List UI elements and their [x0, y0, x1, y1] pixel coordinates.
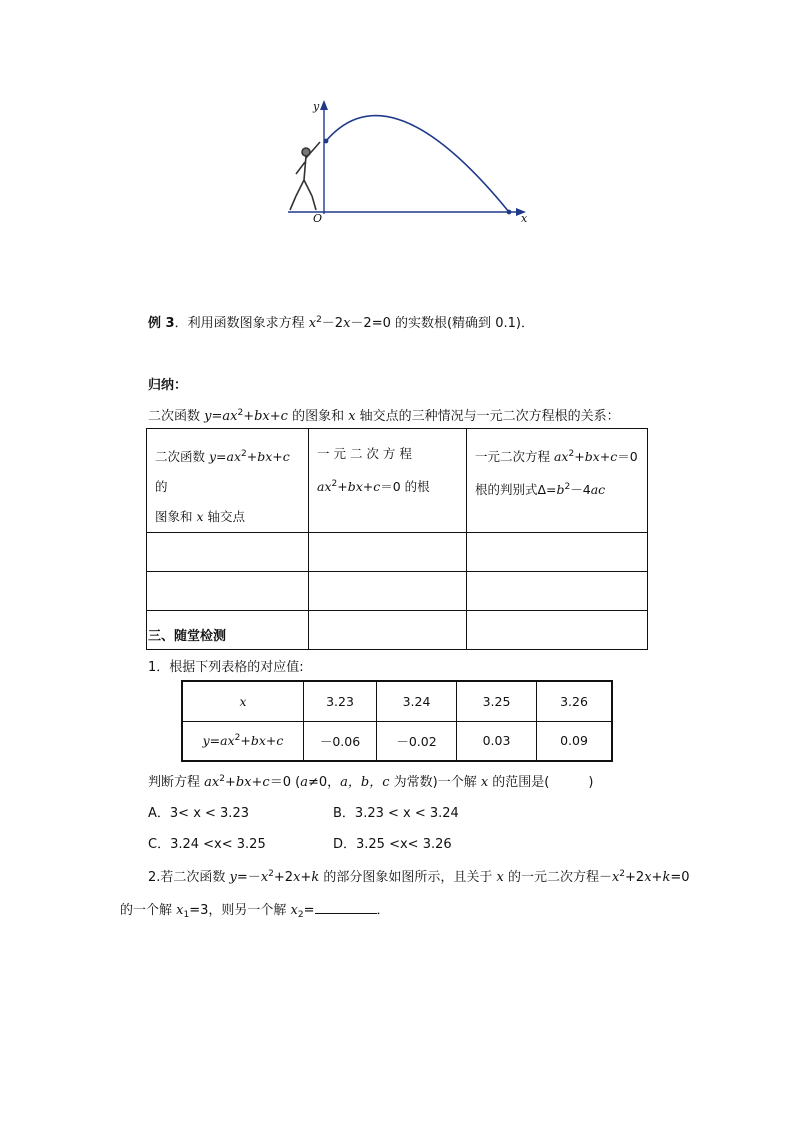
- header-cell-2: 一 元 二 次 方 程 $ax^2+bx+c=0$ 的根: [309, 429, 467, 533]
- example-label: 例 3: [148, 316, 175, 331]
- answer-blank[interactable]: [315, 902, 377, 914]
- header-cell-3: 一元二次方程 $ax^2+bx+c=0$ 根的判别式$\Delta=b^2-4ac$: [467, 429, 648, 533]
- question-2-line-2: 的一个解 $x_1=3$，则另一个解 $x_2=$ ．: [120, 903, 390, 920]
- row-label-y: $y=ax^2+bx+c$: [182, 721, 304, 761]
- origin-label: O: [313, 212, 323, 225]
- x-value: 3.24: [377, 681, 457, 721]
- x-value: 3.25: [457, 681, 537, 721]
- y-value: 0.09: [537, 721, 613, 761]
- x-value: 3.26: [537, 681, 613, 721]
- x-axis-label: x: [521, 212, 528, 225]
- empty-cell[interactable]: [467, 611, 648, 650]
- summary-table: [146, 428, 648, 650]
- question-1-stem: 1．根据下列表格的对应值:: [148, 660, 304, 675]
- question-2-line-1: 2.若二次函数 $y=-x^2+2x+k$ 的部分图象如图所示，且关于 x 的一元二次方程$-x^2+2x+k=0$: [148, 869, 690, 885]
- summary-intro: 二次函数 $y=ax^2+bx+c$ 的图象和 x 轴交点的三种情况与一元二次方程根的关系：: [148, 408, 620, 424]
- empty-cell[interactable]: [147, 533, 309, 572]
- thrower-figure: [290, 142, 320, 210]
- x-value: 3.23: [304, 681, 377, 721]
- question-1-text: 判断方程 $ax^2+bx+c=0$ (a≠0，a，b，c 为常数)一个解 x 的范围是( ): [148, 774, 594, 790]
- empty-cell[interactable]: [309, 611, 467, 650]
- option-c[interactable]: C．3.24 <x< 3.25: [148, 837, 266, 852]
- empty-cell[interactable]: [147, 572, 309, 611]
- option-d[interactable]: D．3.25 <x< 3.26: [333, 837, 452, 852]
- empty-cell[interactable]: [467, 572, 648, 611]
- value-table: [181, 680, 613, 762]
- empty-cell[interactable]: [309, 533, 467, 572]
- empty-cell[interactable]: [467, 533, 648, 572]
- empty-cell[interactable]: [309, 572, 467, 611]
- option-b[interactable]: B．3.23 < x < 3.24: [333, 806, 459, 821]
- example-3: 例 3．利用函数图象求方程 $x^2-2x-2=0$ 的实数根(精确到 0.1)．: [148, 315, 534, 331]
- parabola-curve: [326, 116, 509, 212]
- y-value: －0.06: [304, 721, 377, 761]
- section-title: 三、随堂检测: [148, 629, 227, 644]
- y-value: 0.03: [457, 721, 537, 761]
- header-cell-1: 二次函数 $y=ax^2+bx+c$ 的 图象和 x 轴交点: [147, 429, 309, 533]
- row-label-x: x: [182, 681, 304, 721]
- y-axis-label: y: [313, 100, 320, 113]
- summary-title: 归纳：: [148, 378, 188, 393]
- y-value: －0.02: [377, 721, 457, 761]
- option-a[interactable]: A．3< x < 3.23: [148, 806, 249, 821]
